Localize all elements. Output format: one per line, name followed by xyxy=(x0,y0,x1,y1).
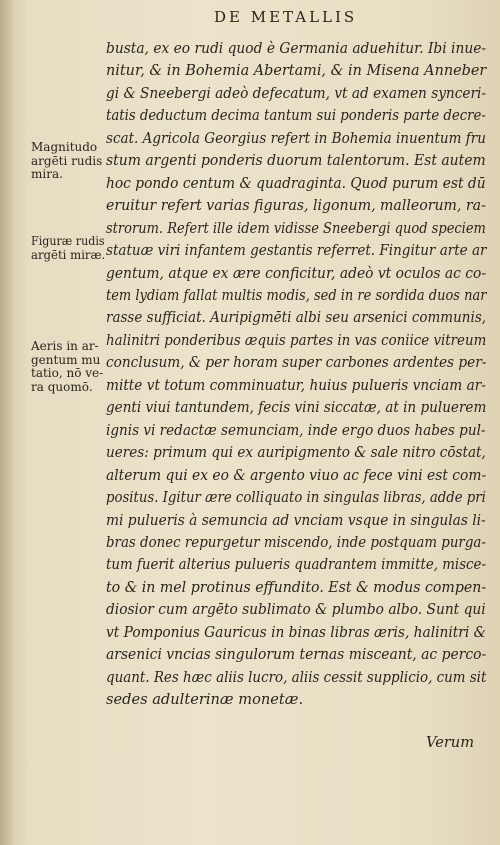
text-line: mitte vt totum comminuatur, huius pulueris vnciam ar- xyxy=(106,376,486,394)
text-line: gentum, atque ex ære conficitur, adeò vt oculos ac co- xyxy=(106,264,487,282)
marginal-note-aeris xyxy=(31,340,105,394)
text-line: to & in mel protinus effundito. Est & modus compen- xyxy=(106,578,487,596)
text-line: genti viui tantundem, fecis vini siccatæ, at in puluerem xyxy=(106,399,487,417)
text-line: bras donec repurgetur miscendo, inde postquam purga- xyxy=(106,533,486,551)
text-line: ignis vi redactæ semunciam, inde ergo duos habes pul- xyxy=(106,421,486,439)
text-line: alterum qui ex eo & argento viuo ac fece vini est com- xyxy=(106,466,487,484)
text-line: sedes adulterinæ monetæ. xyxy=(106,691,304,709)
text-line: vt Pomponius Gauricus in binas libras æris, halinitri & xyxy=(106,623,486,641)
marginal-note-line: Magnitudo xyxy=(31,140,98,154)
marginal-note-line: mira. xyxy=(31,167,63,181)
text-line: busta, ex eo rudi quod è Germania aduehitur. Ibi inue- xyxy=(106,40,487,57)
text-line: conclusum, & per horam super carbones ardentes per- xyxy=(106,354,487,372)
text-line: statuæ viri infantem gestantis referret. Fingitur arte ar xyxy=(106,242,487,260)
marginal-note-line: ra quomō. xyxy=(31,379,93,394)
text-line: tem lydiam fallat multis modis, sed in re sordida duos nar xyxy=(106,286,487,304)
text-line: diosior cum argēto sublimato & plumbo albo. Sunt qui xyxy=(106,601,486,619)
marginal-note-line: Aeris in ar- xyxy=(31,339,99,353)
text-line: hoc pondo centum & quadraginta. Quod purum est dū xyxy=(106,174,486,192)
text-line: arsenici vncias singulorum ternas misceant, ac perco- xyxy=(106,646,487,664)
marginal-note-line: argēti rudis xyxy=(31,153,103,168)
text-line: mi pulueris à semuncia ad vnciam vsque in singulas li- xyxy=(106,511,486,529)
text-line: ueres: primum qui ex auripigmento & sale nitro cōstat, xyxy=(106,444,486,462)
text-line: nitur, & in Bohemia Abertami, & in Misena Anneber xyxy=(106,62,487,80)
running-head: DE METALLIS xyxy=(214,8,358,26)
text-line: scat. Agricola Georgius refert in Bohemia inuentum fru xyxy=(106,129,486,147)
catchword: Verum xyxy=(426,734,475,751)
text-line: halinitri ponderibus æquis partes in vas coniice vitreum xyxy=(106,331,487,349)
marginal-note-magnitudo xyxy=(31,141,105,182)
marginal-note-line: argēti miræ. xyxy=(31,247,106,262)
text-line: eruitur refert varias figuras, ligonum, malleorum, ra- xyxy=(106,197,486,215)
marginal-note-line: tatio, nō ve- xyxy=(31,366,104,380)
marginal-note-figurae xyxy=(31,235,105,262)
marginal-note-line: gentum mu xyxy=(31,352,101,367)
text-line: strorum. Refert ille idem vidisse Sneebergi quod speciem xyxy=(106,219,486,237)
text-line: positus. Igitur ære colliquato in singulas libras, adde pri xyxy=(106,489,486,507)
gutter-shadow xyxy=(0,0,14,845)
text-line: tatis deductum decima tantum sui ponderis parte decre- xyxy=(106,107,486,125)
marginal-note-line: Figuræ rudis xyxy=(31,234,105,248)
text-line: gi & Sneebergi adeò defecatum, vt ad examen synceri- xyxy=(106,84,486,102)
text-line: quant. Res hæc aliis lucro, aliis cessit supplicio, cum sit xyxy=(106,668,487,686)
text-line: stum argenti ponderis duorum talentorum. Est autem xyxy=(106,152,486,170)
text-line: rasse sufficiat. Auripigmēti albi seu arsenici communis, xyxy=(106,309,487,327)
body-text xyxy=(106,38,486,712)
text-line: tum fuerit alterius pulueris quadrantem immitte, misce- xyxy=(106,556,486,574)
